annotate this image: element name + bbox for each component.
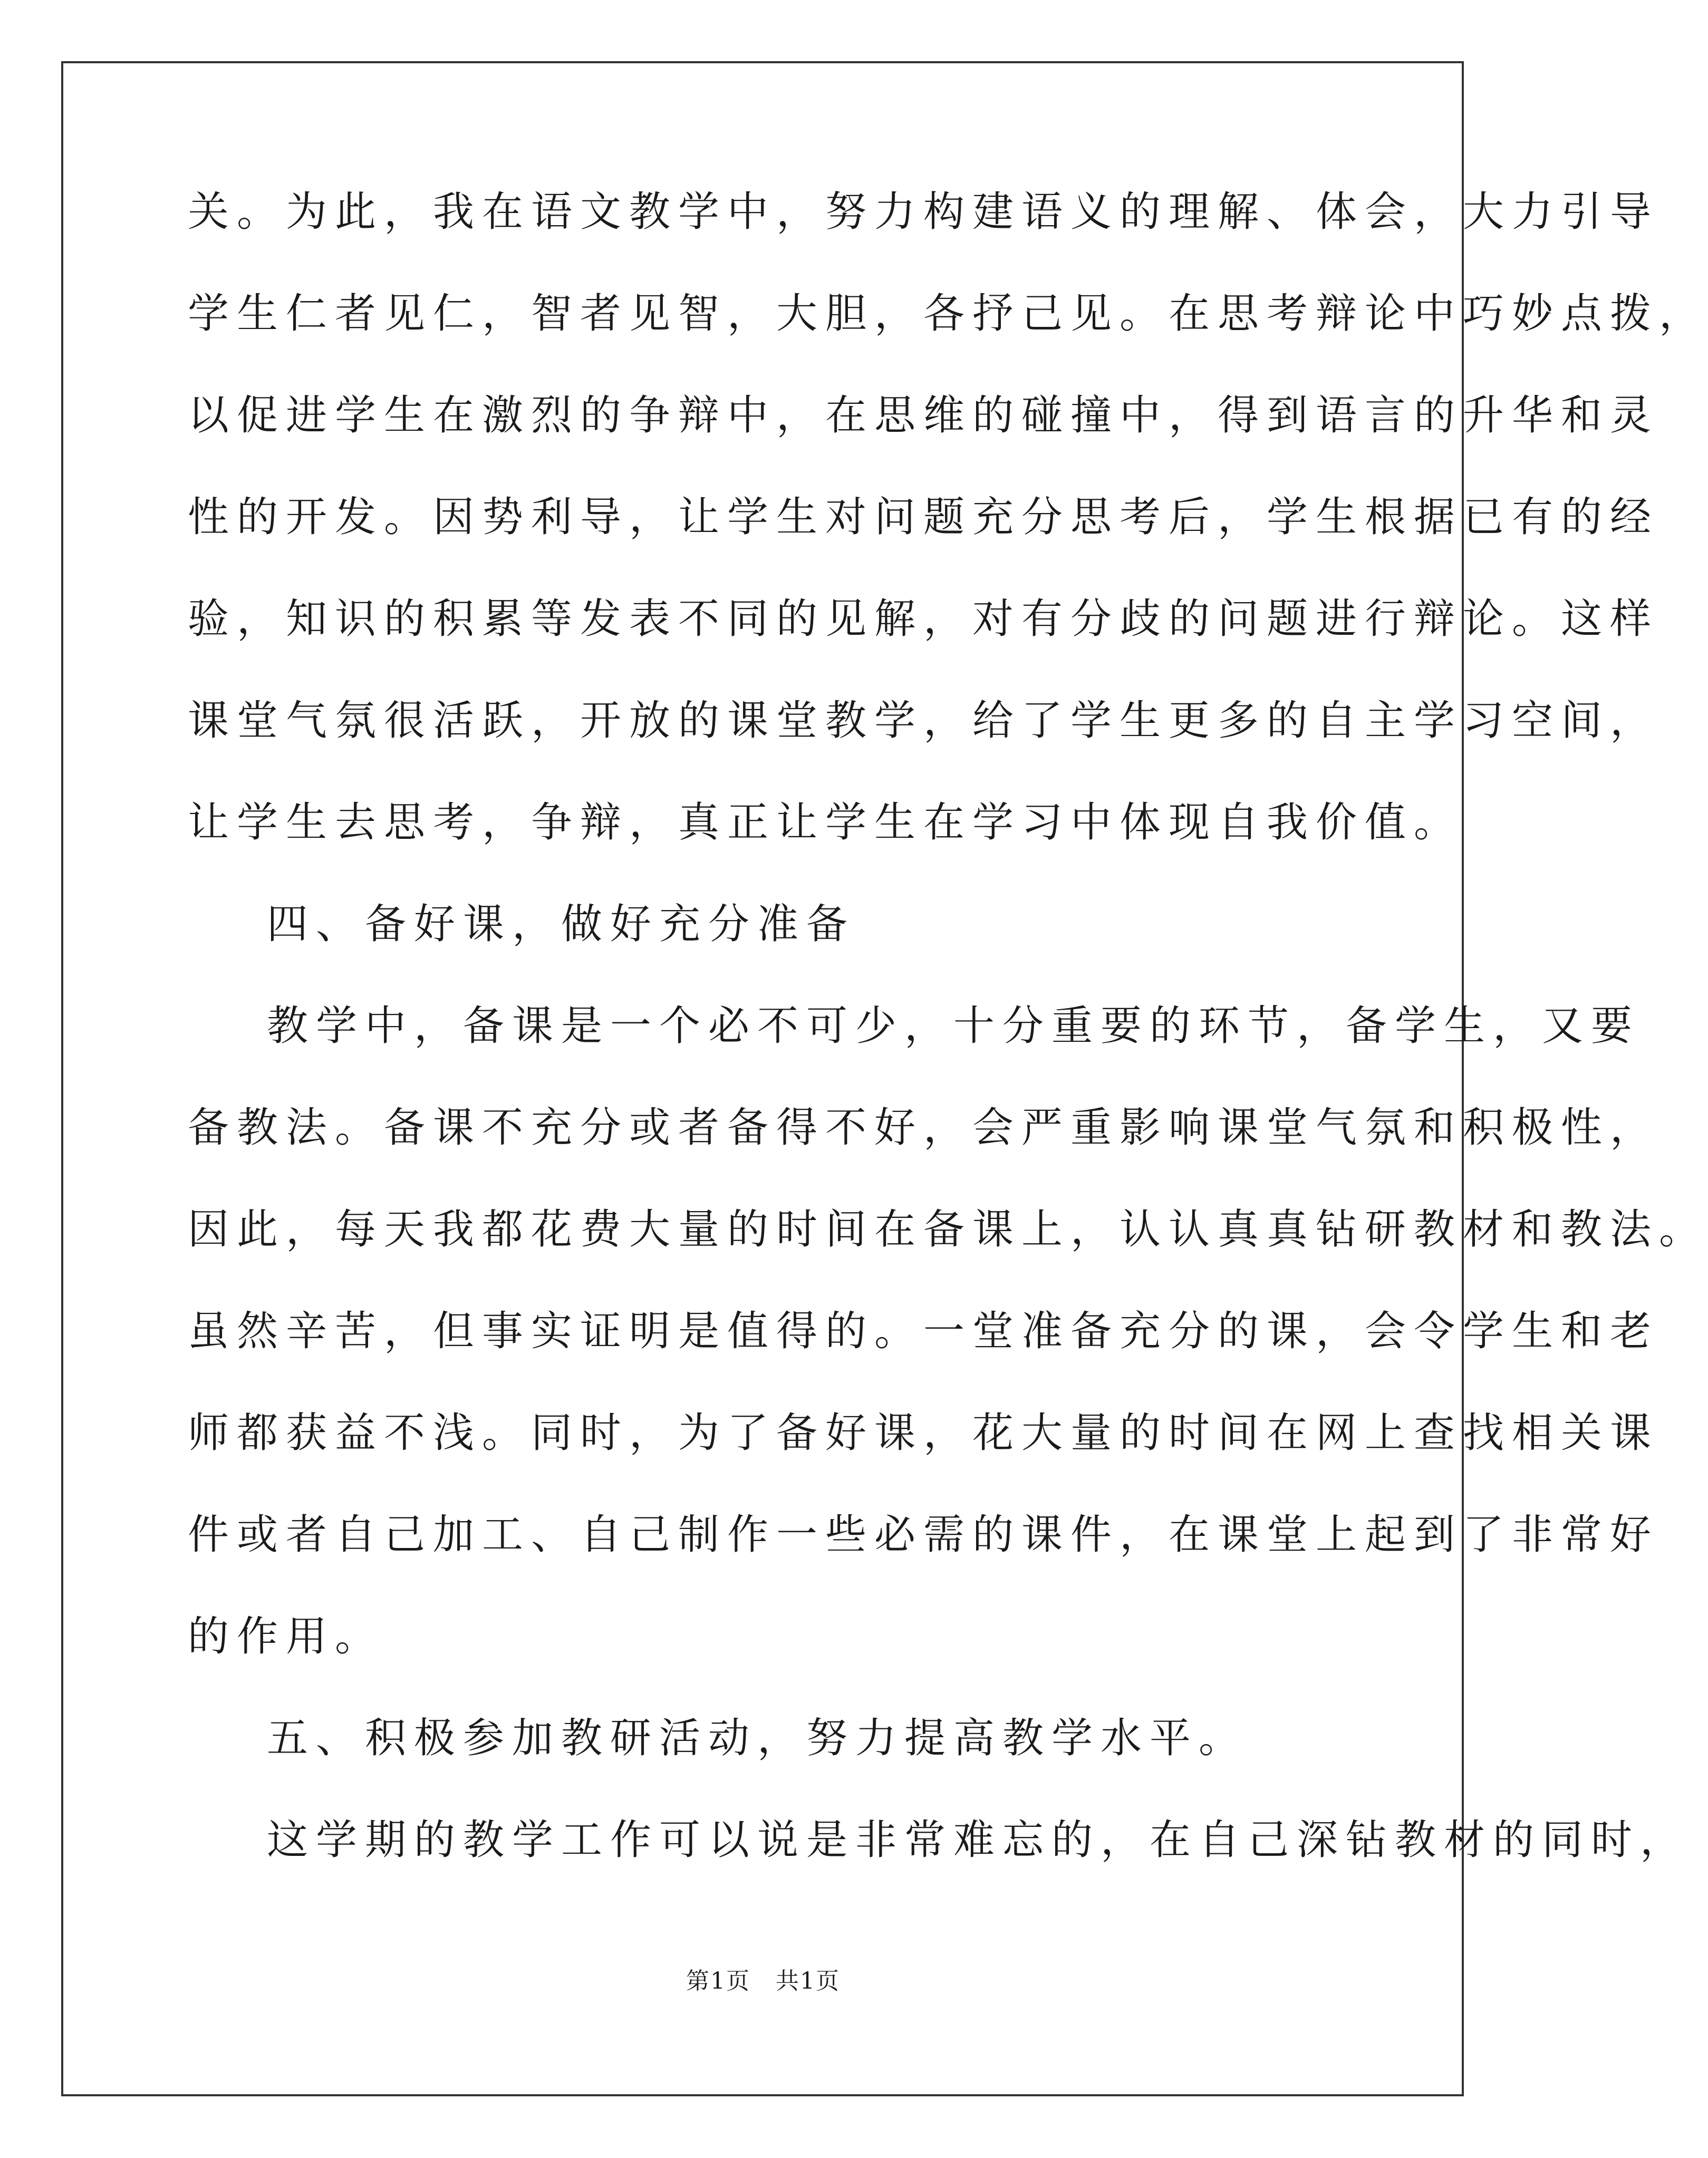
page-footer: 第1页 共1页 bbox=[686, 1968, 840, 1995]
text-line: 课堂气氛很活跃，开放的课堂教学，给了学生更多的自主学习空间， bbox=[188, 697, 1659, 744]
text-line: 学生仁者见仁，智者见智，大胆，各抒己见。在思考辩论中巧妙点拨， bbox=[188, 290, 1708, 337]
text-line: 四、备好课，做好充分准备 bbox=[267, 901, 856, 948]
text-line: 关。为此，我在语文教学中，努力构建语义的理解、体会，大力引导 bbox=[188, 188, 1659, 236]
text-line: 教学中，备课是一个必不可少，十分重要的环节，备学生，又要 bbox=[267, 1002, 1641, 1050]
text-line: 的作用。 bbox=[188, 1613, 384, 1660]
text-line: 让学生去思考，争辩，真正让学生在学习中体现自我价值。 bbox=[188, 799, 1463, 846]
text-line: 以促进学生在激烈的争辩中，在思维的碰撞中，得到语言的升华和灵 bbox=[188, 392, 1659, 439]
text-line: 件或者自己加工、自己制作一些必需的课件，在课堂上起到了非常好 bbox=[188, 1511, 1659, 1559]
text-line: 备教法。备课不充分或者备得不好，会严重影响课堂气氛和积极性， bbox=[188, 1104, 1659, 1151]
text-line: 性的开发。因势利导，让学生对问题充分思考后，学生根据已有的经 bbox=[188, 493, 1659, 541]
text-line: 师都获益不浅。同时，为了备好课，花大量的时间在网上查找相关课 bbox=[188, 1409, 1659, 1457]
text-line: 验，知识的积累等发表不同的见解，对有分歧的问题进行辩论。这样 bbox=[188, 595, 1659, 643]
text-line: 这学期的教学工作可以说是非常难忘的，在自己深钻教材的同时， bbox=[267, 1816, 1690, 1864]
text-line: 虽然辛苦，但事实证明是值得的。一堂准备充分的课，会令学生和老 bbox=[188, 1308, 1659, 1355]
text-line: 因此，每天我都花费大量的时间在备课上，认认真真钻研教材和教法。 bbox=[188, 1206, 1708, 1253]
text-line: 五、积极参加教研活动，努力提高教学水平。 bbox=[267, 1715, 1248, 1762]
page-border bbox=[61, 61, 1464, 2096]
